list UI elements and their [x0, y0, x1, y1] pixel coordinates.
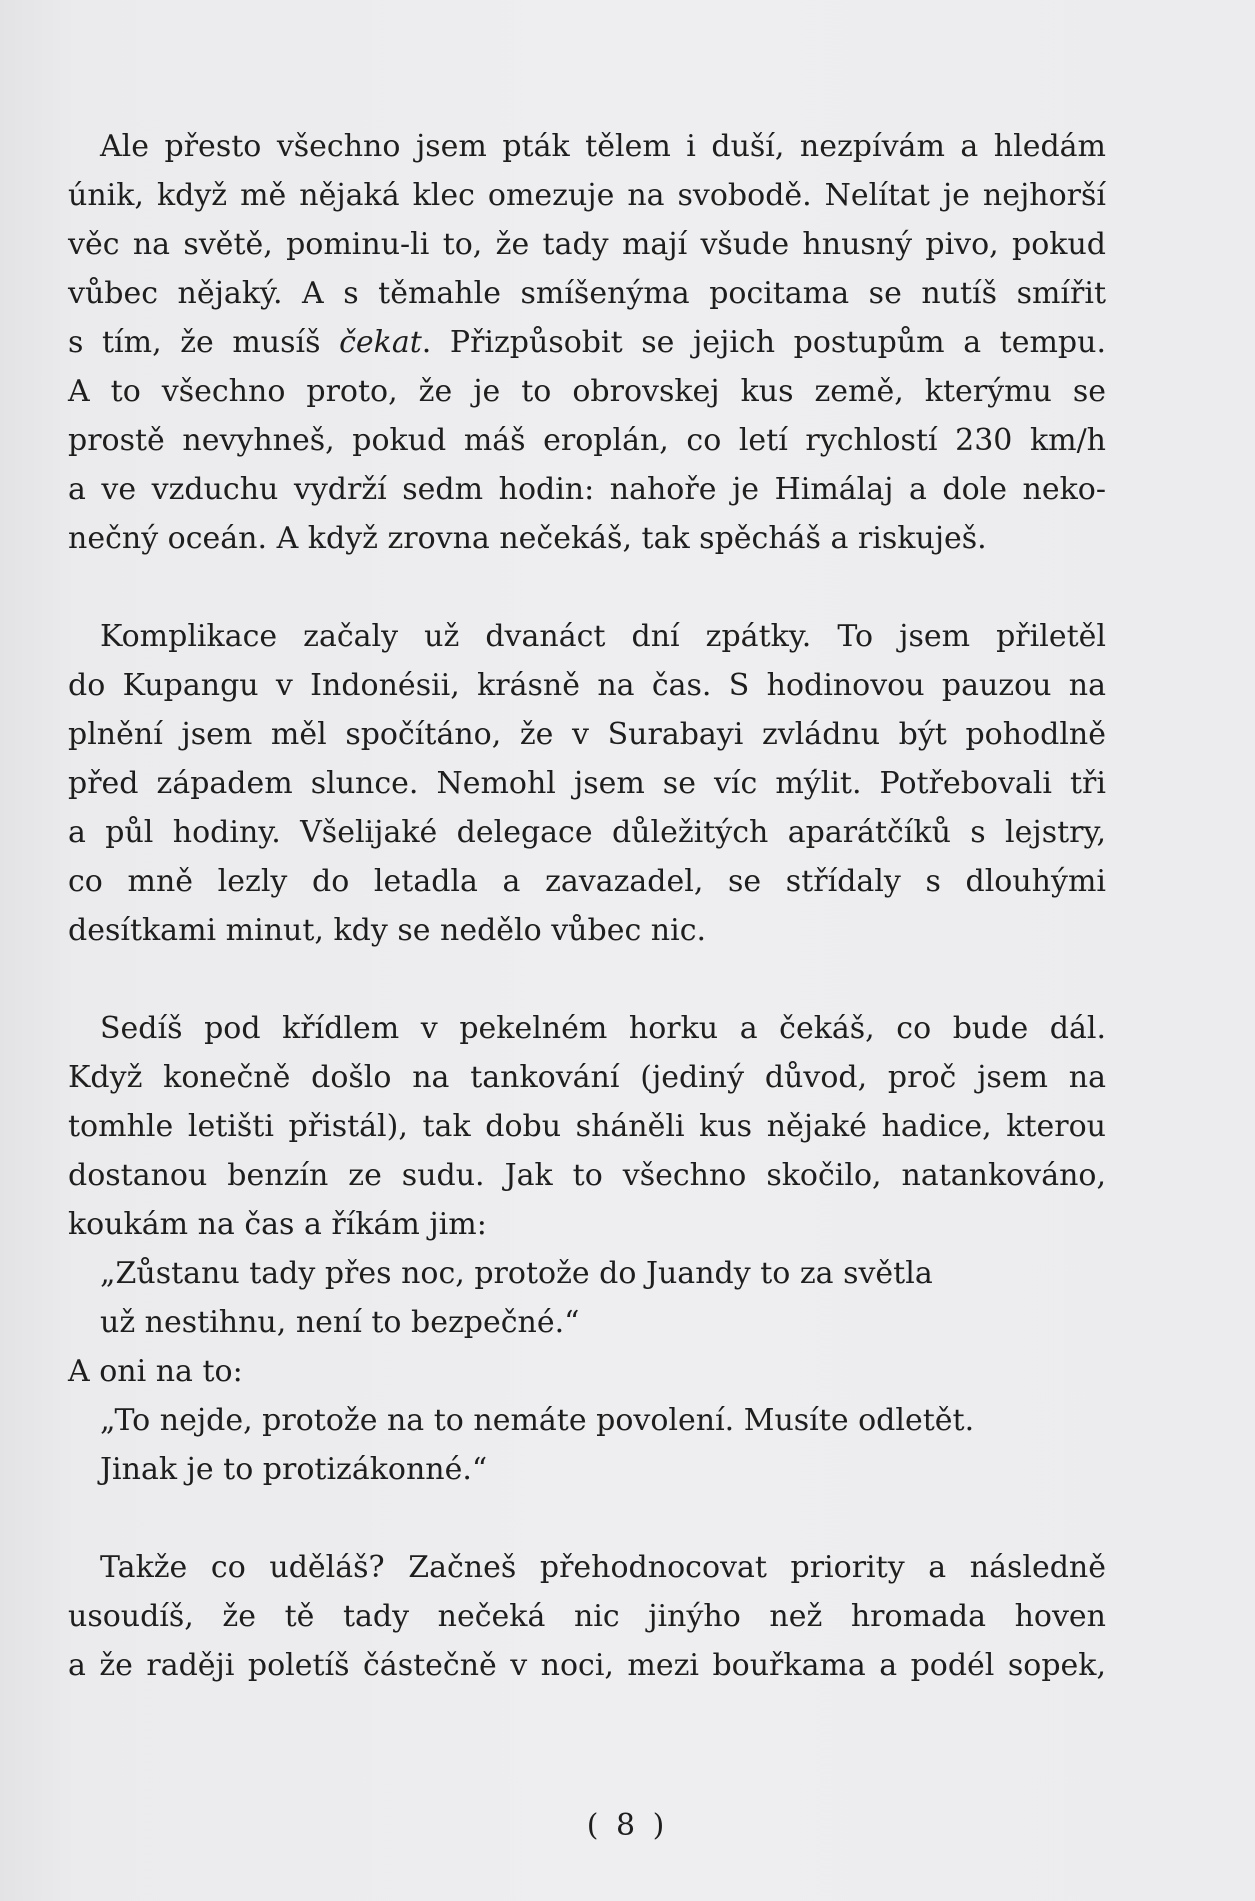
- text-line: Sedíš pod křídlem v pekelném horku a čekáš, co bude dál.: [100, 1011, 1106, 1046]
- paragraph-2: [68, 612, 1106, 955]
- text-line: Když konečně došlo na tankování (jediný důvod, proč jsem na: [68, 1060, 1106, 1095]
- text-line: koukám na čas a říkám jim:: [68, 1207, 487, 1242]
- text-line: do Kupangu v Indonésii, krásně na čas. S hodinovou pauzou na: [68, 668, 1106, 703]
- text-line: prostě nevyhneš, pokud máš eroplán, co letí rychlostí 230 km/h: [68, 423, 1106, 458]
- paragraph-3: [68, 1004, 1106, 1494]
- text-line: A to všechno proto, že je to obrovskej kus země, kterýmu se: [68, 374, 1106, 409]
- text-line: nečný oceán. A když zrovna nečekáš, tak spěcháš a riskuješ.: [68, 521, 987, 556]
- paragraph-1: [68, 122, 1106, 563]
- dialogue-line: Jinak je to protizákonné.“: [100, 1452, 488, 1487]
- text-line: vůbec nějaký. A s těmahle smíšenýma pocitama se nutíš smířit: [68, 276, 1106, 311]
- text-line: tomhle letišti přistál), tak dobu sháněli kus nějaké hadice, kterou: [68, 1109, 1106, 1144]
- dialogue-line: „To nejde, protože na to nemáte povolení. Musíte odletět.: [100, 1403, 975, 1438]
- text-line-with-emphasis: s tím, že musíš čekat. Přizpůsobit se jejich postupům a tempu.: [68, 325, 1106, 360]
- paragraph-4: [68, 1543, 1106, 1690]
- text-line: Komplikace začaly už dvanáct dní zpátky. To jsem přiletěl: [100, 619, 1106, 654]
- text-line: před západem slunce. Nemohl jsem se víc mýlit. Potřebovali tři: [68, 766, 1106, 801]
- dialogue-intro-line: A oni na to:: [68, 1354, 243, 1389]
- text-line: a půl hodiny. Všelijaké delegace důležitých aparátčíků s lejstry,: [68, 815, 1106, 850]
- text-line: věc na světě, pominu-li to, že tady mají všude hnusný pivo, pokud: [68, 227, 1106, 262]
- emphasized-word: čekat: [339, 325, 422, 360]
- text-line: plnění jsem měl spočítáno, že v Surabayi zvládnu být pohodlně: [68, 717, 1106, 752]
- text-line: dostanou benzín ze sudu. Jak to všechno skočilo, natankováno,: [68, 1158, 1106, 1193]
- text-line: a ve vzduchu vydrží sedm hodin: nahoře je Himálaj a dole neko-: [68, 472, 1106, 507]
- text-line: co mně lezly do letadla a zavazadel, se střídaly s dlouhými: [68, 864, 1106, 899]
- dialogue-line: „Zůstanu tady přes noc, protože do Juandy to za světla: [100, 1256, 933, 1291]
- page-number: ( 8 ): [586, 1808, 669, 1843]
- dialogue-line: už nestihnu, není to bezpečné.“: [100, 1305, 580, 1340]
- text-line: únik, když mě nějaká klec omezuje na svobodě. Nelítat je nejhorší: [68, 178, 1106, 213]
- text-line: desítkami minut, kdy se nedělo vůbec nic.: [68, 913, 707, 948]
- text-line: Takže co uděláš? Začneš přehodnocovat priority a následně: [100, 1550, 1106, 1585]
- text-line: usoudíš, že tě tady nečeká nic jinýho než hromada hoven: [68, 1599, 1106, 1634]
- body-text: [68, 122, 1106, 1690]
- text-line: Ale přesto všechno jsem pták tělem i duší, nezpívám a hledám: [100, 129, 1106, 164]
- text-line: a že raději poletíš částečně v noci, mezi bouřkama a podél sopek,: [68, 1648, 1106, 1683]
